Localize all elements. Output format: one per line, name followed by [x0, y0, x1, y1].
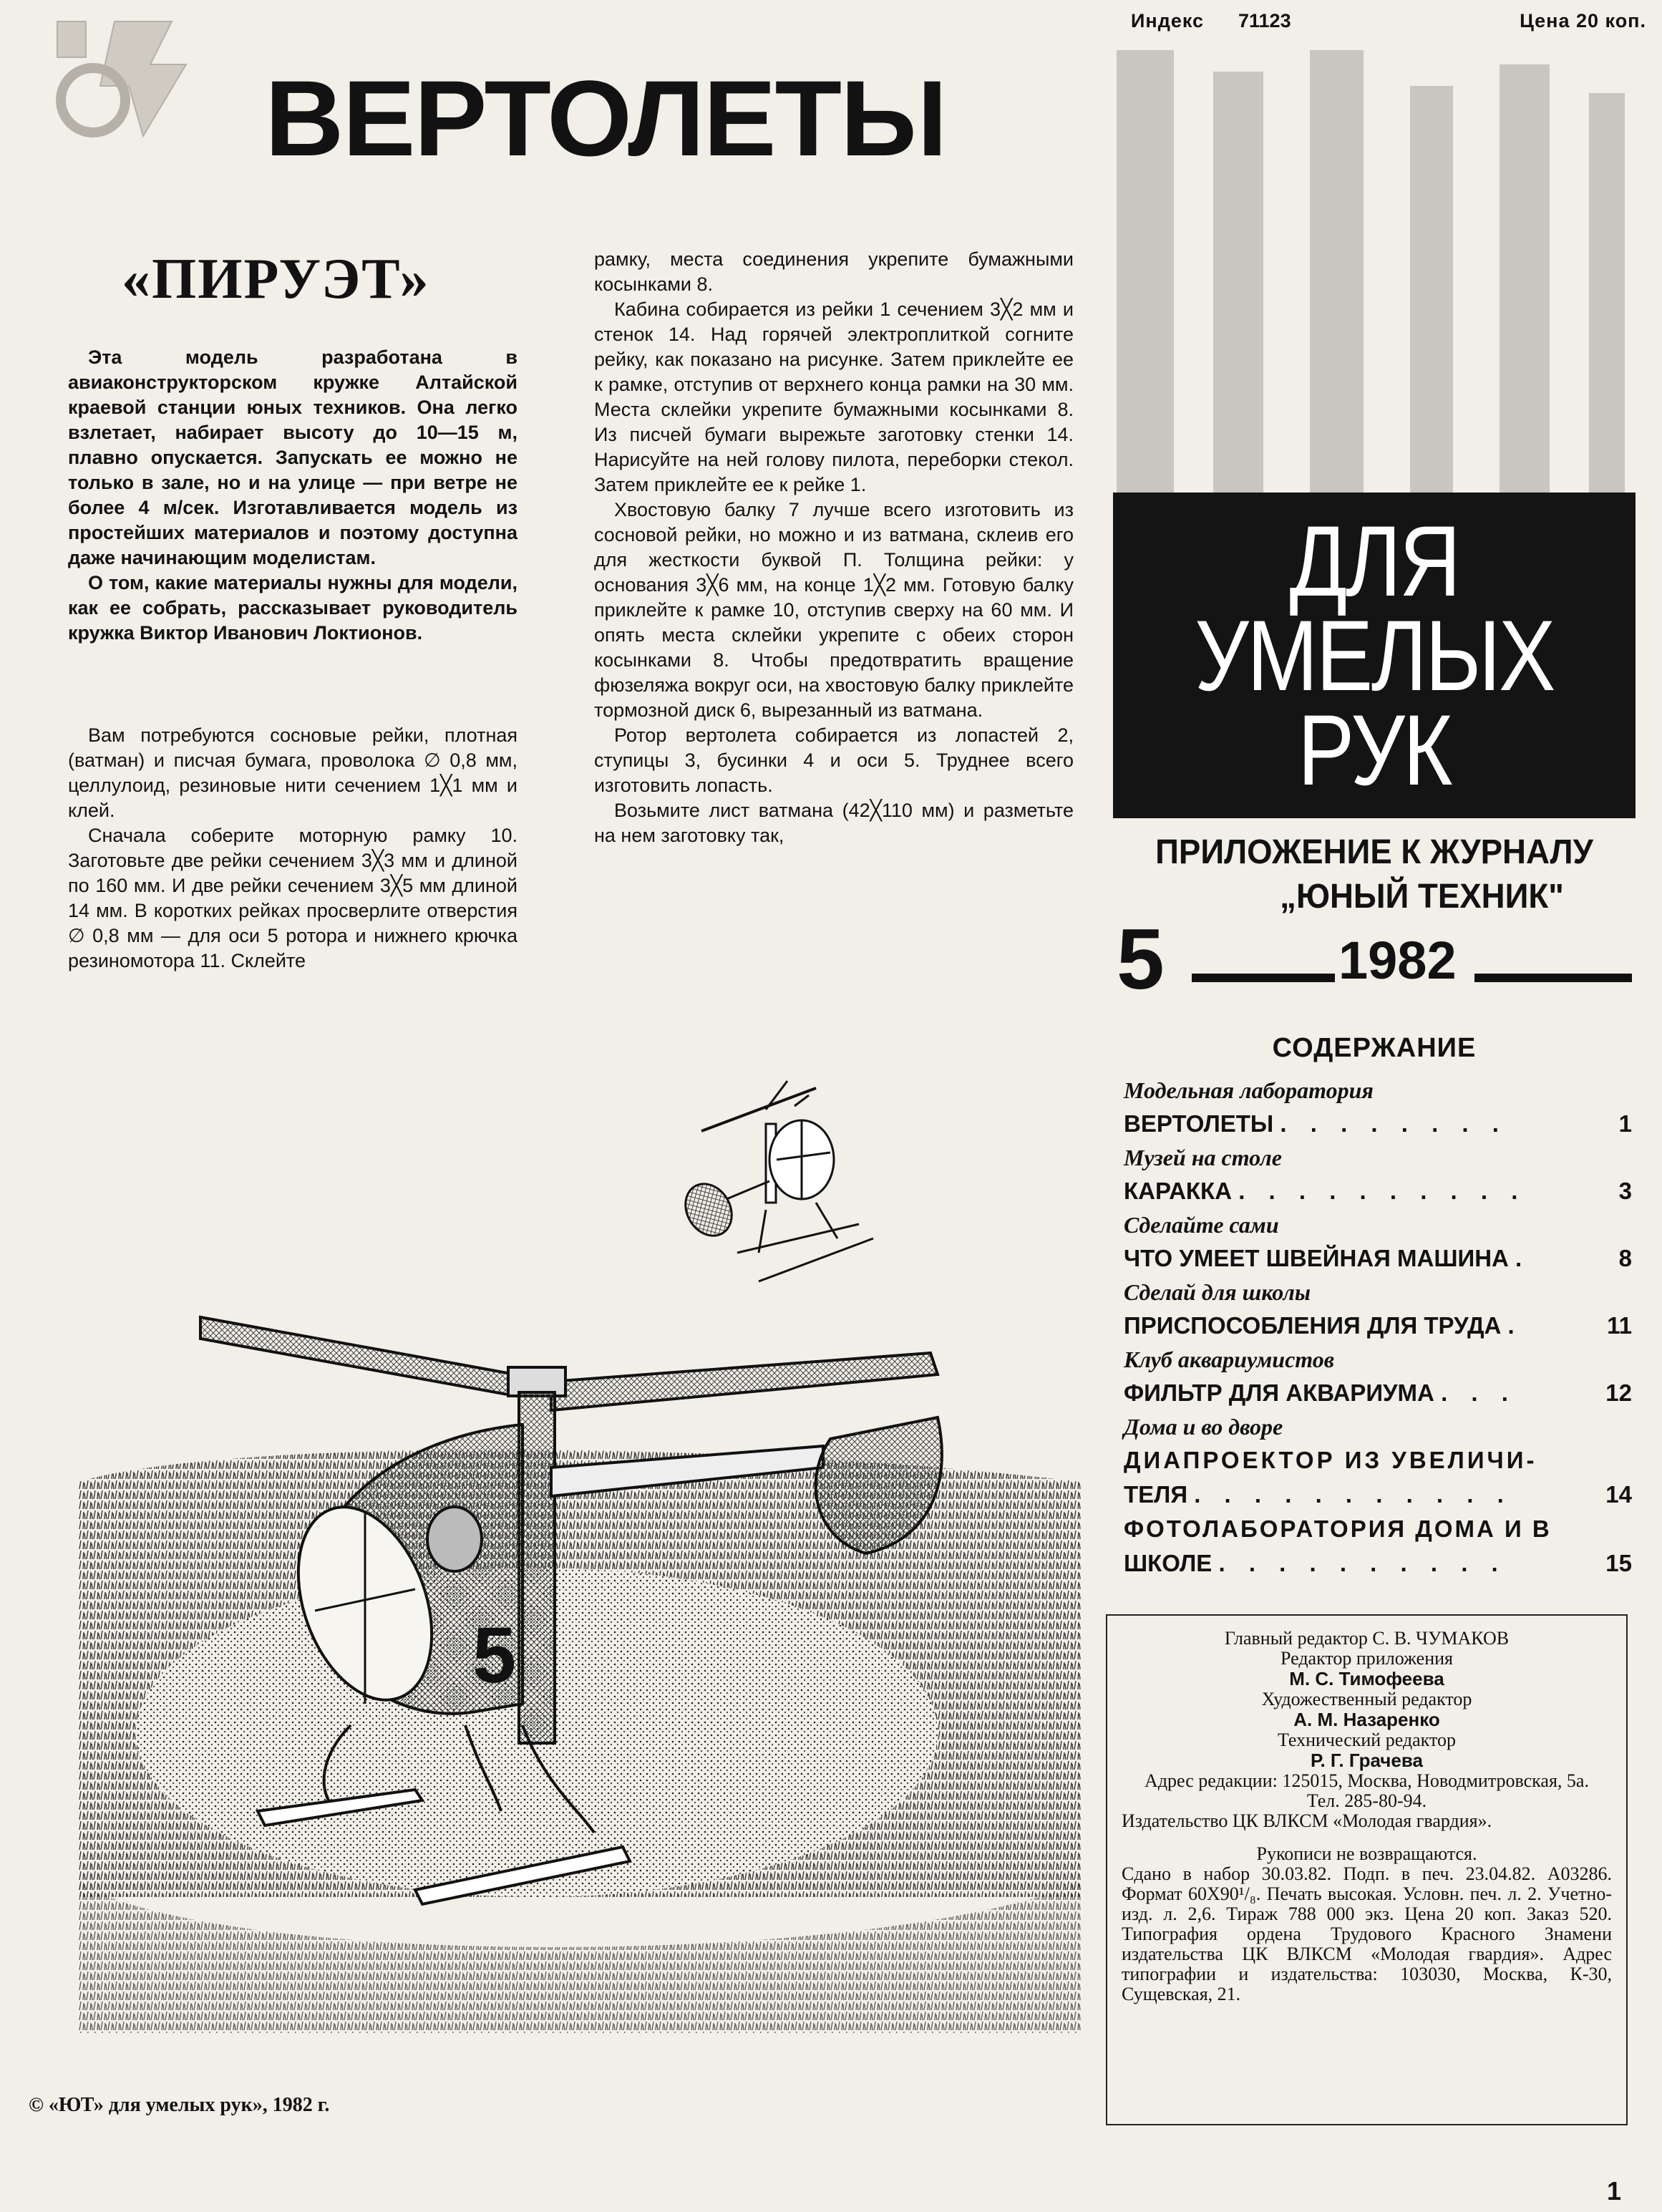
- cover-title-line: УМЕЛЫХ: [1195, 599, 1554, 712]
- contents-item-page: 14: [1605, 1481, 1632, 1508]
- supplement-caption: [1126, 830, 1623, 919]
- small-helicopter-drawing: [676, 1081, 873, 1281]
- intro-paragraph: О том, какие материалы нужны для модели, как ее собрать, рассказывает руководитель кружка Виктор Иванович Локтионов.: [68, 572, 517, 644]
- contents-item-page: 11: [1607, 1312, 1632, 1339]
- imprint-supplement-editor-name: М. С. Тимофеева: [1289, 1668, 1444, 1689]
- helicopter-illustration: [79, 1038, 1081, 2033]
- price: Цена 20 коп.: [1520, 10, 1646, 31]
- imprint-box: [1106, 1614, 1628, 2125]
- contents-item-title: ФИЛЬТР ДЛЯ АКВАРИУМА: [1124, 1379, 1434, 1406]
- imprint-art-editor: [1122, 1709, 1612, 1730]
- contents-item[interactable]: [1124, 1478, 1632, 1512]
- contents-section: Сделайте сами: [1124, 1212, 1279, 1238]
- body-paragraph: Хвостовую балку 7 лучше всего изготовить из сосновой рейки, но можно и из ватмана, склеив его для жесткости буквой П. Толщина рейки: у основания 3╳6 мм, на конце 1╳2 мм. Готовую балку приклейте к рамке 10, отступив сверху на 60 мм. И опять места склейки укрепите с обеих сторон косынками 8. Чтобы предотвратить вращение фюзеляжа вокруг оси, на хвостовую балку приклейте тормозной диск 6, вырезанный из ватмана.: [594, 499, 1074, 721]
- contents-item-title: ВЕРТОЛЕТЫ: [1124, 1110, 1274, 1137]
- imprint-art-editor-label: Художественный редактор: [1261, 1689, 1472, 1709]
- helicopter-number: 5: [472, 1611, 517, 1699]
- index-label: Индекс: [1131, 10, 1205, 31]
- cover-title-line: РУК: [1297, 694, 1452, 806]
- imprint-print-details: Сдано в набор 30.03.82. Подп. в печ. 23.04.82. А03286. Формат 60Х90¹/₈. Печать высокая. Условн. печ. л. 2. Учетно-изд. л. 2,6. Тираж 788 000 экз. Цена 20 коп. Заказ 520. Типография ордена Трудового Красного Знамени издательства ЦК ВЛКСМ «Молодая гвардия». Адрес типографии и издательства: 103030, Москва, К-30, Сущевская, 21.: [1122, 1863, 1612, 2004]
- contents-item-title: ДИАПРОЕКТОР ИЗ УВЕЛИЧИ-: [1124, 1447, 1537, 1473]
- contents-item-title: ЧТО УМЕЕТ ШВЕЙНАЯ МАШИНА: [1124, 1245, 1509, 1271]
- contents-item-page: 1: [1618, 1110, 1632, 1137]
- rule-line: [1474, 974, 1632, 982]
- body-paragraph: Сначала соберите моторную рамку 10. Заготовьте две рейки сечением 3╳3 мм и длиной по 160 мм. И две рейки сечением 3╳5 мм длиной 14 мм. В коротких рейках просверлите отверстия ∅ 0,8 мм — для оси 5 ротора и нижнего крючка резиномотора 11. Склейте: [68, 825, 517, 971]
- contents-item-title: ТЕЛЯ: [1124, 1481, 1188, 1508]
- contents-dots: . . .: [1441, 1379, 1517, 1406]
- contents-section: Музей на столе: [1124, 1145, 1282, 1170]
- contents-item-page: 15: [1605, 1550, 1632, 1576]
- imprint-supplement-editor-label: Редактор приложения: [1280, 1648, 1453, 1669]
- issue-number: 5: [1117, 911, 1165, 1007]
- contents-section: Дома и во дворе: [1124, 1414, 1283, 1440]
- imprint-address: Адрес редакции: 125015, Москва, Новодмитровская, 5а.: [1145, 1770, 1589, 1791]
- contents-item[interactable]: [1124, 1376, 1632, 1410]
- contents-item-title: КАРАККА: [1124, 1178, 1233, 1204]
- supplement-line-2: „ЮНЫЙ ТЕХНИК": [1280, 878, 1564, 916]
- contents-item[interactable]: [1124, 1309, 1632, 1343]
- supplement-line-1: ПРИЛОЖЕНИЕ К ЖУРНАЛУ: [1155, 833, 1593, 871]
- cover-title: [1152, 505, 1597, 806]
- imprint-art-editor-name: А. М. Назаренко: [1293, 1709, 1440, 1730]
- article-subtitle: «ПИРУЭТ»: [122, 248, 430, 311]
- imprint-tech-editor-name: Р. Г. Грачева: [1311, 1750, 1423, 1771]
- issue-year: 1982: [1338, 931, 1457, 990]
- imprint-publisher: Издательство ЦК ВЛКСМ «Молодая гвардия».: [1122, 1810, 1492, 1831]
- cover-title-box: [1113, 493, 1636, 818]
- contents-section: Сделай для школы: [1124, 1279, 1311, 1305]
- index-line: [1131, 10, 1646, 39]
- contents-dots: .: [1507, 1312, 1523, 1339]
- body-paragraph: Кабина собирается из рейки 1 сечением 3╳2 мм и стенок 14. Над горячей электроплиткой согните рейку, как показано на рисунке. Затем приклейте ее к рамке, отступив от верхнего конца рамки на 30 мм. Места склейки укрепите бумажными косынками 8. Из писчей бумаги вырежьте заготовку стенки 14. Нарисуйте на ней голову пилота, переборки стекол. Затем приклейте ее к рейке 1.: [594, 299, 1074, 495]
- body-paragraph: Возьмите лист ватмана (42╳110 мм) и разметьте на нем заготовку так,: [594, 800, 1074, 846]
- body-paragraph: рамку, места соединения укрепите бумажными косынками 8.: [594, 248, 1074, 295]
- imprint-editor: Главный редактор С. В. ЧУМАКОВ: [1224, 1628, 1510, 1649]
- contents-item-title: ФОТОЛАБОРАТОРИЯ ДОМА И В: [1124, 1515, 1552, 1542]
- article-column-1: [68, 723, 517, 974]
- index-value: 71123: [1238, 10, 1291, 31]
- contents-item-page: 3: [1618, 1178, 1632, 1204]
- imprint-supplement-editor: [1122, 1669, 1612, 1689]
- contents-dots: . . . . . . . . . .: [1218, 1550, 1507, 1576]
- contents-item[interactable]: [1124, 1241, 1632, 1276]
- contents-section: Клуб аквариумистов: [1124, 1347, 1335, 1372]
- article-title: ВЕРТОЛЕТЫ: [265, 58, 946, 178]
- copyright: © «ЮТ» для умелых рук», 1982 г.: [29, 2094, 330, 2116]
- imprint-manuscripts: Рукописи не возвращаются.: [1256, 1843, 1477, 1864]
- contents-dots: . . . . . . . .: [1280, 1110, 1507, 1137]
- imprint-tech-editor-label: Технический редактор: [1278, 1730, 1456, 1750]
- contents-dots: . . . . . . . . . . .: [1194, 1481, 1512, 1508]
- contents-item[interactable]: [1124, 1443, 1632, 1478]
- contents-item-page: 12: [1605, 1379, 1632, 1406]
- body-paragraph: Ротор вертолета собирается из лопастей 2, ступицы 3, бусинки 4 и оси 5. Труднее всего изготовить лопасть.: [594, 724, 1074, 796]
- contents-item[interactable]: [1124, 1512, 1632, 1546]
- contents-item-title: ШКОЛЕ: [1124, 1550, 1213, 1576]
- rule-line: [1192, 974, 1335, 982]
- page-number: 1: [1607, 2176, 1622, 2206]
- contents-item-page: 8: [1618, 1245, 1632, 1271]
- cover-rays-graphic: [1117, 50, 1639, 494]
- intro-paragraph: Эта модель разработана в авиаконструкторском кружке Алтайской краевой станции юных техников. Она легко взлетает, набирает высоту до 10—15 м, плавно опускается. Запускать ее можно не только в зале, но и на улице — при ветре не более 4 м/сек. Изготавливается модель из простейших материалов и поэтому доступна даже начинающим моделистам.: [68, 346, 517, 568]
- contents-item-title: ПРИСПОСОБЛЕНИЯ ДЛЯ ТРУДА: [1124, 1312, 1502, 1339]
- body-paragraph: Вам потребуются сосновые рейки, плотная (ватман) и писчая бумага, проволока ∅ 0,8 мм, целлулоид, резиновые нити сечением 1╳1 мм и клей.: [68, 724, 517, 821]
- contents-item[interactable]: [1124, 1174, 1632, 1208]
- contents-item[interactable]: [1124, 1546, 1632, 1581]
- cover-title-line: ДЛЯ: [1289, 505, 1459, 617]
- article-column-2: [594, 247, 1074, 848]
- contents-list: [1124, 1074, 1632, 1581]
- contents-item[interactable]: [1124, 1107, 1632, 1141]
- contents-dots: . . . . . . . . . .: [1238, 1178, 1527, 1204]
- contents-section: Модельная лаборатория: [1124, 1077, 1374, 1103]
- contents-dots: .: [1515, 1245, 1531, 1271]
- imprint-tech-editor: [1122, 1750, 1612, 1771]
- article-intro: [68, 345, 517, 646]
- contents-heading: СОДЕРЖАНИЕ: [1272, 1033, 1477, 1063]
- imprint-phone: Тел. 285-80-94.: [1306, 1790, 1427, 1811]
- emblem-logo: [43, 14, 208, 150]
